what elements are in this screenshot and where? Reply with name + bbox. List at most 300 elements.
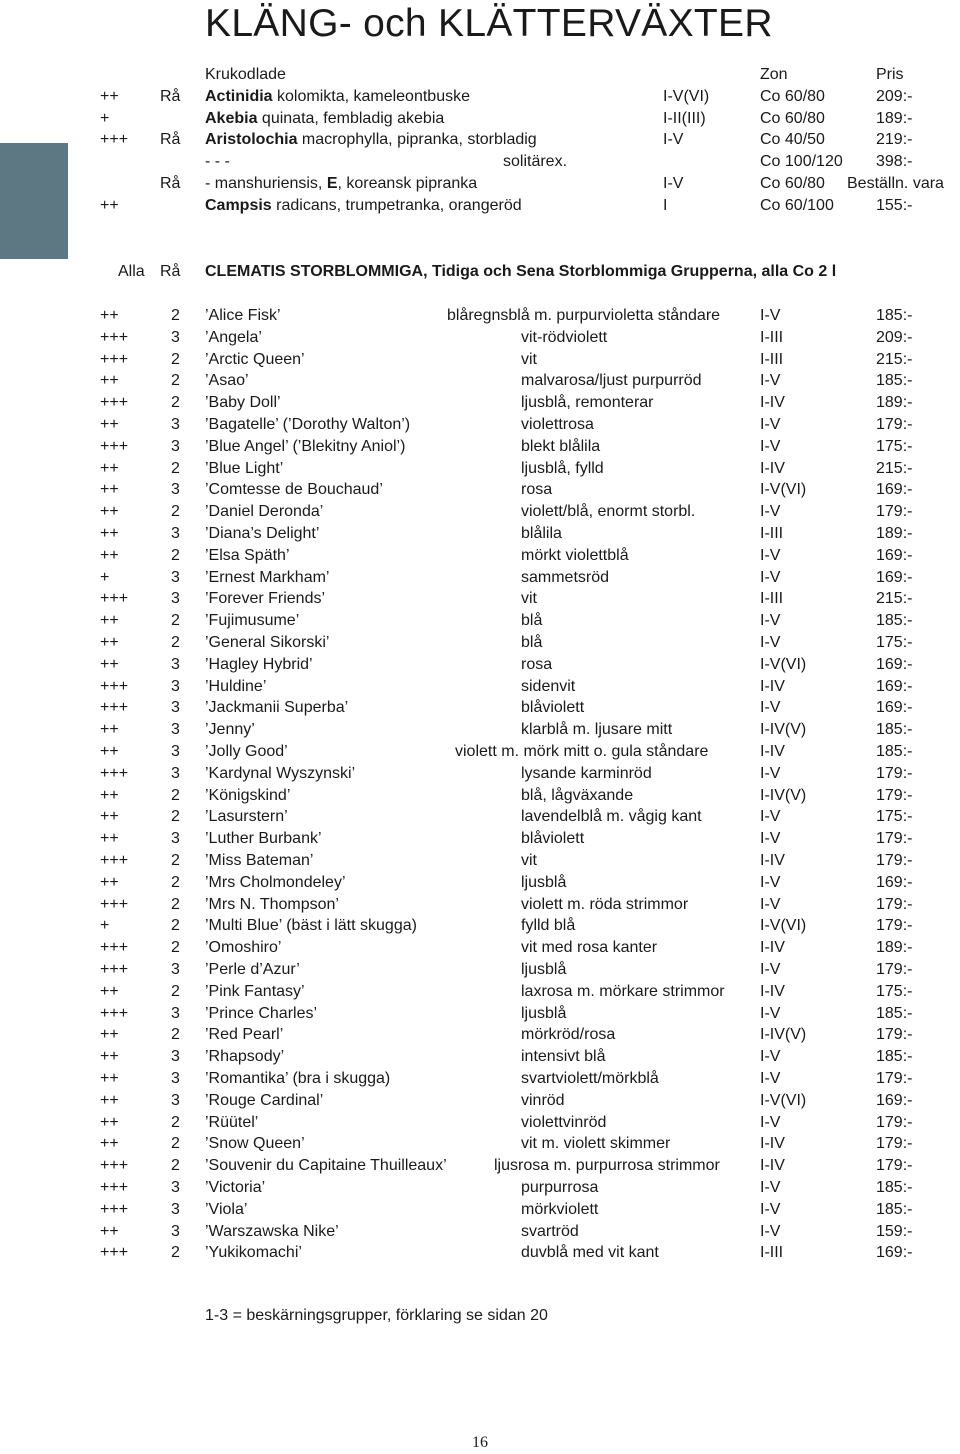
pruning-group: 2 (171, 460, 180, 477)
variety-name: ’Pink Fantasy’ (205, 983, 305, 1000)
price: 179:- (876, 1135, 913, 1152)
price: 169:- (876, 656, 913, 673)
ra-label: Rå (160, 131, 181, 148)
flower-color: vit (521, 590, 537, 607)
variety-name: ’Victoria’ (205, 1179, 266, 1196)
price: 175:- (876, 983, 913, 1000)
rating: +++ (100, 1201, 129, 1218)
rating: +++ (100, 438, 129, 455)
zone: I (663, 197, 668, 214)
rating: ++ (100, 307, 119, 324)
plant-name: Actinidia kolomikta, kameleontbuske (205, 88, 470, 105)
zone: I-V (663, 175, 684, 192)
variety-name: ’Red Pearl’ (205, 1026, 284, 1043)
rating: ++ (100, 874, 119, 891)
flower-color: ljusblå (521, 961, 567, 978)
zone: I-V (760, 416, 781, 433)
pruning-group: 3 (171, 438, 180, 455)
flower-color: mörkröd/rosa (521, 1026, 616, 1043)
flower-color: laxrosa m. mörkare strimmor (521, 983, 725, 1000)
price: 398:- (876, 153, 913, 170)
page-number: 16 (472, 1434, 488, 1451)
rating: +++ (100, 329, 129, 346)
rating: +++ (100, 394, 129, 411)
variety-name: ’Romantika’ (bra i skugga) (205, 1070, 391, 1087)
zone: I-IV (760, 939, 785, 956)
price: 185:- (876, 721, 913, 738)
variety-name: ’Blue Light’ (205, 460, 284, 477)
flower-color: violettvinröd (521, 1114, 607, 1131)
rating: ++ (100, 983, 119, 1000)
zone: I-V(VI) (760, 1092, 807, 1109)
flower-color: blåviolett (521, 699, 585, 716)
pruning-group: 2 (171, 1026, 180, 1043)
pruning-group: 2 (171, 1114, 180, 1131)
rating: ++ (100, 481, 119, 498)
price: 185:- (876, 1005, 913, 1022)
pruning-group: 2 (171, 1157, 180, 1174)
variety-name: ’Angela’ (205, 329, 262, 346)
pruning-group: 3 (171, 765, 180, 782)
zone: I-IV (760, 1157, 785, 1174)
plant-name: Akebia quinata, fembladig akebia (205, 110, 445, 127)
flower-color: ljusblå (521, 1005, 567, 1022)
price: 179:- (876, 896, 913, 913)
flower-color: ljusblå (521, 874, 567, 891)
flower-color: svartröd (521, 1223, 579, 1240)
pruning-group: 2 (171, 394, 180, 411)
price: 179:- (876, 1157, 913, 1174)
variety-name: ’Perle d’Azur’ (205, 961, 300, 978)
price: 189:- (876, 525, 913, 542)
pruning-group: 3 (171, 569, 180, 586)
flower-color: blålila (521, 525, 562, 542)
variety-name: ’Luther Burbank’ (205, 830, 322, 847)
flower-color: svartviolett/mörkblå (521, 1070, 659, 1087)
flower-color: lysande karminröd (521, 765, 652, 782)
pruning-group: 2 (171, 1135, 180, 1152)
zone: I-III (760, 1244, 784, 1261)
variety-name: ’Lasurstern’ (205, 808, 288, 825)
price: 189:- (876, 110, 913, 127)
variety-name: ’Arctic Queen’ (205, 351, 305, 368)
rating: +++ (100, 1244, 129, 1261)
rating: ++ (100, 525, 119, 542)
pruning-group: 3 (171, 481, 180, 498)
rating: ++ (100, 503, 119, 520)
flower-color: duvblå med vit kant (521, 1244, 659, 1261)
pruning-group: 3 (171, 1092, 180, 1109)
zone: I-IV (760, 983, 785, 1000)
variety-name: ’Bagatelle’ (’Dorothy Walton’) (205, 416, 411, 433)
zone: I-V (760, 634, 781, 651)
price: 179:- (876, 416, 913, 433)
pruning-group: 2 (171, 634, 180, 651)
flower-color: mörkviolett (521, 1201, 599, 1218)
variety-name: ’Königskind’ (205, 787, 291, 804)
variety-name: ’Daniel Deronda’ (205, 503, 324, 520)
rating: + (100, 569, 110, 586)
variety-name: ’Warszawska Nike’ (205, 1223, 339, 1240)
flower-color: blå (521, 612, 543, 629)
zone: I-V (760, 699, 781, 716)
price: 179:- (876, 1026, 913, 1043)
rating: +++ (100, 1005, 129, 1022)
zone: I-III (760, 590, 784, 607)
pruning-group: 3 (171, 699, 180, 716)
variety-name: ’Kardynal Wyszynski’ (205, 765, 356, 782)
zone: I-III (760, 351, 784, 368)
price: 179:- (876, 961, 913, 978)
pruning-group: 2 (171, 547, 180, 564)
page-title: KLÄNG- och KLÄTTERVÄXTER (205, 2, 773, 45)
price: 185:- (876, 1201, 913, 1218)
plant-variant: solitärex. (503, 153, 568, 170)
plant-name: - manshuriensis, E, koreansk pipranka (205, 175, 478, 192)
flower-color: rosa (521, 656, 553, 673)
rating: +++ (100, 678, 129, 695)
zone: I-V(VI) (760, 656, 807, 673)
header-pris: Pris (876, 66, 904, 83)
price: 169:- (876, 481, 913, 498)
rating: ++ (100, 1114, 119, 1131)
flower-color: vinröd (521, 1092, 565, 1109)
pruning-group: 2 (171, 808, 180, 825)
variety-name: ’Baby Doll’ (205, 394, 281, 411)
rating: ++ (100, 634, 119, 651)
zone: I-V (663, 131, 684, 148)
zone: I-V (760, 1048, 781, 1065)
flower-color: blåviolett (521, 830, 585, 847)
price: 175:- (876, 808, 913, 825)
flower-color: vit (521, 852, 537, 869)
flower-color: klarblå m. ljusare mitt (521, 721, 673, 738)
price: 209:- (876, 329, 913, 346)
price: 169:- (876, 1244, 913, 1261)
zone: I-V (760, 1201, 781, 1218)
pruning-group: 2 (171, 351, 180, 368)
flower-color: intensivt blå (521, 1048, 606, 1065)
zone: I-IV (760, 852, 785, 869)
variety-name: ’Multi Blue’ (bäst i lätt skugga) (205, 917, 417, 934)
price: 169:- (876, 699, 913, 716)
rating: ++ (100, 612, 119, 629)
variety-name: ’General Sikorski’ (205, 634, 330, 651)
rating: +++ (100, 939, 129, 956)
price: 215:- (876, 351, 913, 368)
price: 175:- (876, 634, 913, 651)
section-ra: Rå (160, 263, 181, 280)
flower-color: blekt blålila (521, 438, 601, 455)
price: 185:- (876, 743, 913, 760)
zone: I-V (760, 438, 781, 455)
flower-color: violett/blå, enormt storbl. (521, 503, 696, 520)
pruning-group: 3 (171, 329, 180, 346)
flower-color: ljusblå, remonterar (521, 394, 654, 411)
flower-color: violettrosa (521, 416, 594, 433)
flower-color: vit (521, 351, 537, 368)
variety-name: ’Miss Bateman’ (205, 852, 314, 869)
rating: ++ (100, 808, 119, 825)
pot-size: Co 60/80 (760, 175, 825, 192)
rating: ++ (100, 1135, 119, 1152)
zone: I-V (760, 307, 781, 324)
pruning-group: 2 (171, 503, 180, 520)
pruning-group: 2 (171, 372, 180, 389)
pruning-group: 2 (171, 896, 180, 913)
zone: I-V (760, 503, 781, 520)
zone: I-II(III) (663, 110, 706, 127)
rating: ++ (100, 1223, 119, 1240)
zone: I-IV (760, 1135, 785, 1152)
price: 219:- (876, 131, 913, 148)
pruning-group: 3 (171, 1223, 180, 1240)
rating: ++ (100, 372, 119, 389)
rating: ++ (100, 1026, 119, 1043)
zone: I-V (760, 896, 781, 913)
variety-name: ’Fujimusume’ (205, 612, 300, 629)
rating: +++ (100, 765, 129, 782)
flower-color: blåregnsblå m. purpurvioletta ståndare (447, 307, 721, 324)
price: 179:- (876, 830, 913, 847)
flower-color: violett m. röda strimmor (521, 896, 689, 913)
pruning-group: 2 (171, 939, 180, 956)
variety-name: ’Yukikomachi’ (205, 1244, 302, 1261)
pruning-group: 3 (171, 678, 180, 695)
flower-color: lavendelblå m. vågig kant (521, 808, 702, 825)
pruning-group: 3 (171, 1201, 180, 1218)
ra-label: Rå (160, 175, 181, 192)
flower-color: vit m. violett skimmer (521, 1135, 671, 1152)
rating: ++ (100, 197, 119, 214)
pruning-group: 2 (171, 307, 180, 324)
variety-name: ’Huldine’ (205, 678, 267, 695)
rating: + (100, 110, 110, 127)
flower-color: ljusblå, fylld (521, 460, 604, 477)
rating: ++ (100, 830, 119, 847)
zone: I-III (760, 329, 784, 346)
variety-name: ’Viola’ (205, 1201, 248, 1218)
pruning-group: 3 (171, 721, 180, 738)
plant-name: Aristolochia macrophylla, pipranka, storbladig (205, 131, 537, 148)
pruning-group: 3 (171, 961, 180, 978)
rating: ++ (100, 721, 119, 738)
price: 179:- (876, 787, 913, 804)
zone: I-V (760, 1005, 781, 1022)
pruning-group: 2 (171, 983, 180, 1000)
rating: +++ (100, 852, 129, 869)
rating: ++ (100, 743, 119, 760)
rating: ++ (100, 1092, 119, 1109)
pruning-group: 2 (171, 874, 180, 891)
ra-label: Rå (160, 88, 181, 105)
rating: ++ (100, 460, 119, 477)
zone: I-IV (760, 678, 785, 695)
price: 185:- (876, 1179, 913, 1196)
zone: I-V (760, 1179, 781, 1196)
variety-name: ’Ernest Markham’ (205, 569, 330, 586)
flower-color: fylld blå (521, 917, 576, 934)
header-zon: Zon (760, 66, 788, 83)
rating: +++ (100, 1157, 129, 1174)
plant-name: - - - (205, 153, 230, 170)
rating: ++ (100, 787, 119, 804)
pruning-group: 3 (171, 830, 180, 847)
variety-name: ’Omoshiro’ (205, 939, 282, 956)
pruning-group: 2 (171, 612, 180, 629)
pruning-group: 3 (171, 416, 180, 433)
section-heading: CLEMATIS STORBLOMMIGA, Tidiga och Sena Storblommiga Grupperna, alla Co 2 l (205, 263, 837, 280)
rating: ++ (100, 416, 119, 433)
flower-color: blå, lågväxande (521, 787, 634, 804)
zone: I-V (760, 765, 781, 782)
pruning-group: 2 (171, 1244, 180, 1261)
price: 169:- (876, 1092, 913, 1109)
zone: I-IV (760, 743, 785, 760)
flower-color: mörkt violettblå (521, 547, 629, 564)
variety-name: ’Alice Fisk’ (205, 307, 281, 324)
pot-size: Co 40/50 (760, 131, 825, 148)
zone: I-V (760, 1114, 781, 1131)
variety-name: ’Jenny’ (205, 721, 255, 738)
pruning-group: 2 (171, 917, 180, 934)
zone: I-V (760, 612, 781, 629)
rating: ++ (100, 1048, 119, 1065)
variety-name: ’Asao’ (205, 372, 249, 389)
section-tab (0, 143, 68, 259)
zone: I-V (760, 808, 781, 825)
rating: +++ (100, 590, 129, 607)
rating: +++ (100, 1179, 129, 1196)
variety-name: ’Jackmanii Superba’ (205, 699, 349, 716)
zone: I-IV(V) (760, 1026, 807, 1043)
zone: I-V (760, 961, 781, 978)
price: 169:- (876, 569, 913, 586)
variety-name: ’Elsa Späth’ (205, 547, 290, 564)
zone: I-V (760, 1070, 781, 1087)
zone: I-V(VI) (663, 88, 710, 105)
zone: I-V (760, 1223, 781, 1240)
pot-size: Co 60/100 (760, 197, 834, 214)
variety-name: ’Diana’s Delight’ (205, 525, 320, 542)
price: 185:- (876, 1048, 913, 1065)
zone: I-V (760, 372, 781, 389)
price: 179:- (876, 1114, 913, 1131)
rating: ++ (100, 88, 119, 105)
zone: I-V(VI) (760, 917, 807, 934)
rating: +++ (100, 699, 129, 716)
flower-color: malvarosa/ljust purpurröd (521, 372, 702, 389)
rating: +++ (100, 131, 129, 148)
zone: I-IV (760, 460, 785, 477)
price: 215:- (876, 590, 913, 607)
price: 215:- (876, 460, 913, 477)
price: 179:- (876, 852, 913, 869)
pot-size: Co 60/80 (760, 110, 825, 127)
rating: ++ (100, 1070, 119, 1087)
pruning-group: 3 (171, 743, 180, 760)
footnote: 1-3 = beskärningsgrupper, förklaring se sidan 20 (205, 1307, 548, 1324)
section-alla: Alla (118, 263, 145, 280)
variety-name: ’Forever Friends’ (205, 590, 326, 607)
pruning-group: 3 (171, 525, 180, 542)
zone: I-V (760, 874, 781, 891)
pruning-group: 2 (171, 787, 180, 804)
zone: I-V (760, 830, 781, 847)
price: Beställn. vara (847, 175, 944, 192)
price: 175:- (876, 438, 913, 455)
variety-name: ’Snow Queen’ (205, 1135, 305, 1152)
price: 189:- (876, 939, 913, 956)
price: 179:- (876, 765, 913, 782)
variety-name: ’Rüütel’ (205, 1114, 259, 1131)
pruning-group: 3 (171, 1070, 180, 1087)
price: 155:- (876, 197, 913, 214)
price: 185:- (876, 612, 913, 629)
variety-name: ’Jolly Good’ (205, 743, 288, 760)
pot-size: Co 60/80 (760, 88, 825, 105)
plant-name: Campsis radicans, trumpetranka, orangeröd (205, 197, 522, 214)
rating: +++ (100, 351, 129, 368)
pruning-group: 3 (171, 1005, 180, 1022)
variety-name: ’Comtesse de Bouchaud’ (205, 481, 383, 498)
price: 185:- (876, 372, 913, 389)
variety-name: ’Souvenir du Capitaine Thuilleaux’ (205, 1157, 447, 1174)
flower-color: purpurrosa (521, 1179, 599, 1196)
flower-color: vit-rödviolett (521, 329, 608, 346)
price: 179:- (876, 1070, 913, 1087)
rating: +++ (100, 961, 129, 978)
zone: I-IV(V) (760, 721, 807, 738)
price: 179:- (876, 917, 913, 934)
variety-name: ’Mrs Cholmondeley’ (205, 874, 346, 891)
pruning-group: 3 (171, 1048, 180, 1065)
flower-color: sidenvit (521, 678, 576, 695)
rating: ++ (100, 547, 119, 564)
variety-name: ’Mrs N. Thompson’ (205, 896, 339, 913)
variety-name: ’Rouge Cardinal’ (205, 1092, 324, 1109)
zone: I-V(VI) (760, 481, 807, 498)
header-krukodlade: Krukodlade (205, 66, 286, 83)
pruning-group: 3 (171, 590, 180, 607)
price: 159:- (876, 1223, 913, 1240)
price: 189:- (876, 394, 913, 411)
price: 209:- (876, 88, 913, 105)
flower-color: blå (521, 634, 543, 651)
zone: I-III (760, 525, 784, 542)
zone: I-IV(V) (760, 787, 807, 804)
flower-color: rosa (521, 481, 553, 498)
rating: + (100, 917, 110, 934)
price: 169:- (876, 678, 913, 695)
price: 179:- (876, 503, 913, 520)
variety-name: ’Rhapsody’ (205, 1048, 285, 1065)
variety-name: ’Prince Charles’ (205, 1005, 318, 1022)
flower-color: vit med rosa kanter (521, 939, 658, 956)
rating: ++ (100, 656, 119, 673)
flower-color: sammetsröd (521, 569, 610, 586)
flower-color: violett m. mörk mitt o. gula ståndare (455, 743, 709, 760)
variety-name: ’Blue Angel’ (’Blekitny Aniol’) (205, 438, 406, 455)
zone: I-V (760, 569, 781, 586)
pot-size: Co 100/120 (760, 153, 843, 170)
price: 169:- (876, 547, 913, 564)
zone: I-V (760, 547, 781, 564)
rating: +++ (100, 896, 129, 913)
zone: I-IV (760, 394, 785, 411)
variety-name: ’Hagley Hybrid’ (205, 656, 313, 673)
price: 169:- (876, 874, 913, 891)
